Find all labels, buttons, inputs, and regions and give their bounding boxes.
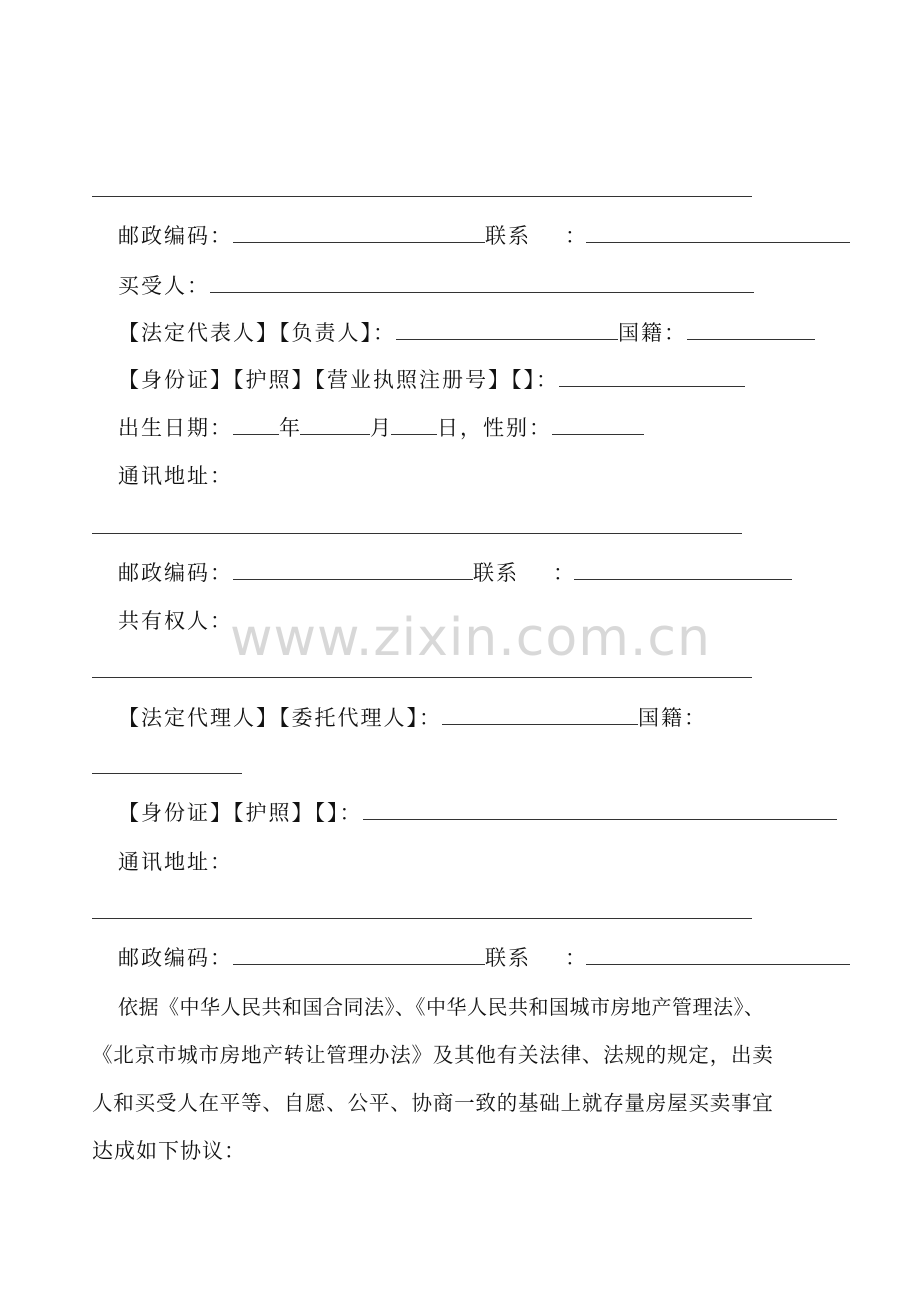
- co-owner-line[interactable]: [92, 677, 752, 678]
- buyer-name-row: [118, 272, 754, 300]
- buyer-id-field[interactable]: [559, 366, 745, 387]
- contact-colon: ：: [565, 224, 586, 248]
- seller-postal-code-field[interactable]: [233, 222, 485, 243]
- buyer-name-field[interactable]: [210, 272, 754, 293]
- buyer-id-label: 【身份证】【护照】【营业执照注册号】【】：: [118, 368, 559, 392]
- agent-id-row: [118, 799, 837, 827]
- birth-month-field[interactable]: [300, 414, 370, 435]
- agent-name-field[interactable]: [442, 704, 638, 725]
- birth-year-field[interactable]: [233, 414, 279, 435]
- agent-label: 【法定代理人】【委托代理人】：: [118, 706, 442, 730]
- gender-field[interactable]: [552, 414, 644, 435]
- seller-address-line[interactable]: [92, 196, 752, 197]
- buyer-postal-code-field[interactable]: [233, 559, 473, 580]
- buyer-birth-row: [118, 414, 644, 442]
- seller-contact-field[interactable]: [586, 222, 850, 243]
- agent-address-line[interactable]: [92, 918, 752, 919]
- postal-code-label: 邮政编码：: [118, 224, 233, 248]
- co-owner-row: [118, 607, 233, 635]
- agent-id-field[interactable]: [363, 799, 837, 820]
- buyer-contact-colon: ：: [553, 561, 574, 585]
- agent-contact-colon: ：: [565, 946, 586, 970]
- agent-contact-label: 联系: [485, 946, 531, 970]
- buyer-legal-rep-field[interactable]: [396, 319, 618, 340]
- seller-postal-row: [118, 222, 850, 250]
- agreement-line-1: 依据《中华人民共和国合同法》、《中华人民共和国城市房地产管理法》、: [118, 995, 765, 1019]
- buyer-contact-field[interactable]: [574, 559, 792, 580]
- agreement-line-3: 人和买受人在平等、自愿、公平、协商一致的基础上就存量房屋买卖事宜: [92, 1091, 774, 1115]
- agent-address-label: 通讯地址：: [118, 850, 233, 874]
- buyer-address-line[interactable]: [92, 533, 742, 534]
- birth-day-field[interactable]: [391, 414, 437, 435]
- watermark: www.zixin.com.cn: [230, 608, 711, 668]
- buyer-postal-label: 邮政编码：: [118, 561, 233, 585]
- agreement-line-4: 达成如下协议：: [92, 1139, 246, 1163]
- birth-date-label: 出生日期：: [118, 416, 233, 440]
- agent-id-label: 【身份证】【护照】【】：: [118, 801, 363, 825]
- agent-postal-label: 邮政编码：: [118, 946, 233, 970]
- agent-row: [118, 704, 707, 732]
- buyer-legal-rep-row: [118, 319, 815, 347]
- agent-postal-code-field[interactable]: [233, 944, 485, 965]
- agent-contact-field[interactable]: [586, 944, 850, 965]
- month-label: 月: [370, 416, 391, 440]
- buyer-legal-rep-label: 【法定代表人】【负责人】：: [118, 321, 396, 345]
- agent-nationality-label: 国籍：: [638, 706, 707, 730]
- buyer-address-label: 通讯地址：: [118, 464, 233, 488]
- agent-postal-row: [118, 944, 850, 972]
- agent-address-row: [118, 848, 233, 876]
- buyer-id-row: [118, 366, 745, 394]
- buyer-nationality-field[interactable]: [687, 319, 815, 340]
- agreement-line-2: 《北京市城市房地产转让管理办法》及其他有关法律、法规的规定，出卖: [92, 1043, 774, 1067]
- buyer-postal-row: [118, 559, 792, 587]
- buyer-contact-label: 联系: [473, 561, 519, 585]
- buyer-nationality-label: 国籍：: [618, 321, 687, 345]
- buyer-name-label: 买受人：: [118, 274, 210, 298]
- year-label: 年: [279, 416, 300, 440]
- buyer-address-row: [118, 462, 233, 490]
- agent-nationality-line[interactable]: [92, 773, 242, 774]
- co-owner-label: 共有权人：: [118, 609, 233, 633]
- day-gender-label: 日，性别：: [437, 416, 552, 440]
- contact-label: 联系: [485, 224, 531, 248]
